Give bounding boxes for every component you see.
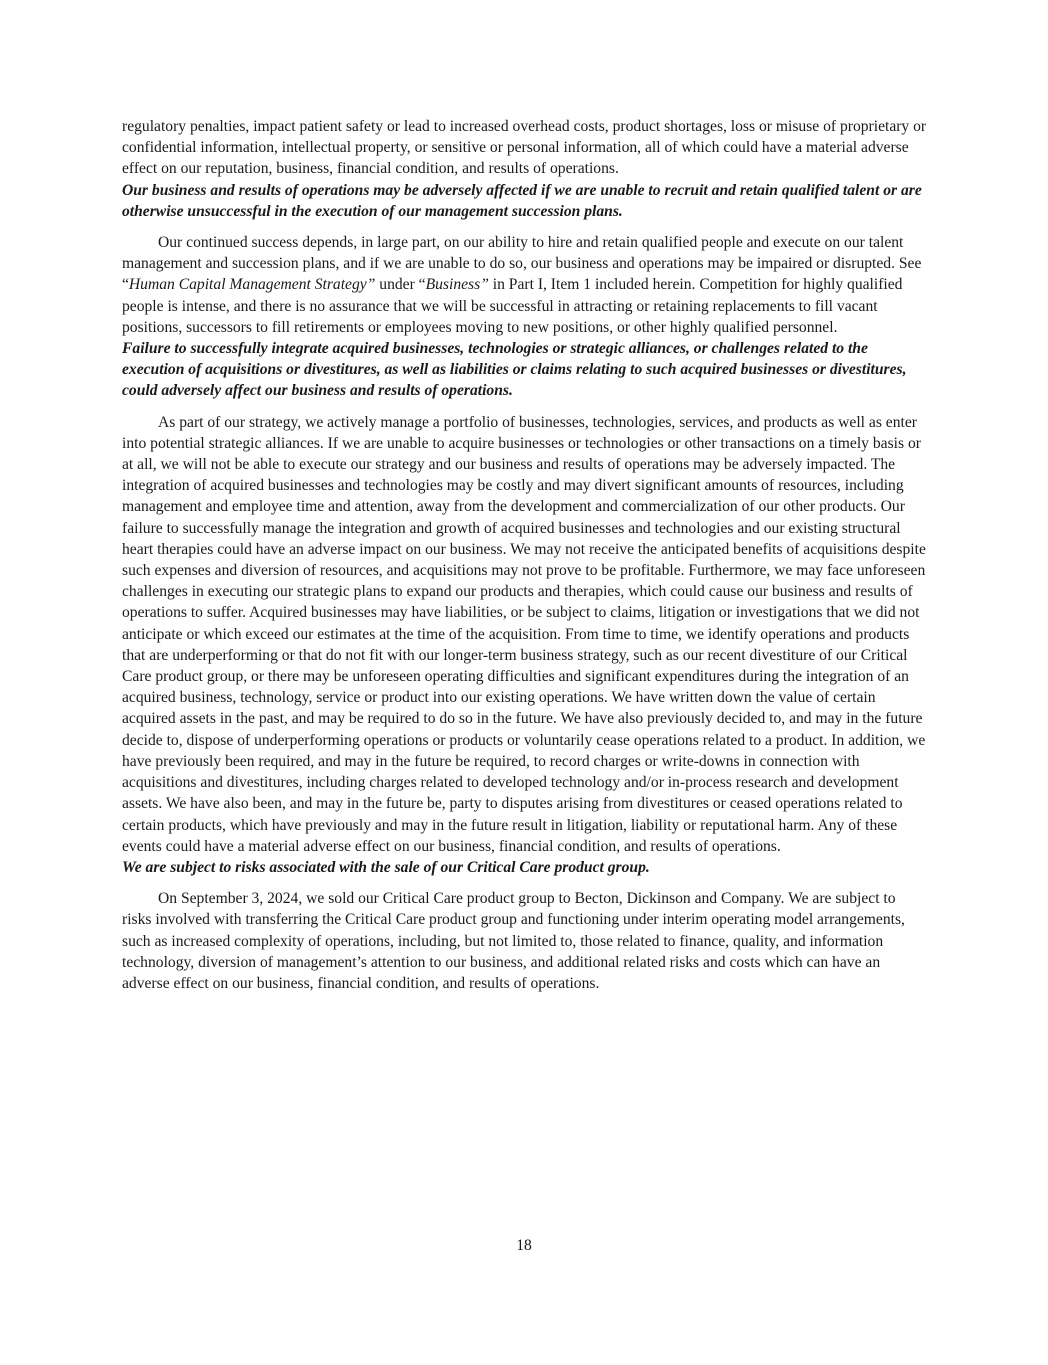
- risk-heading-critical-care: We are subject to risks associated with the sale of our Critical Care product group.: [122, 858, 650, 876]
- talent-ref-business: Business”: [425, 276, 489, 294]
- risk-body-talent: [122, 232, 927, 338]
- talent-text-1: Our continued success depends, in large part, on our ability to hire and retain qualified people and execute on our talent management and succession plans, and if we are unable to do so, our business and operations may be impaired or disrupted. See “: [122, 234, 922, 294]
- document-page: [122, 116, 927, 994]
- talent-text-2: under “: [375, 276, 426, 294]
- risk-heading-acquisitions: Failure to successfully integrate acquired businesses, technologies or strategic alliances, or challenges related to the execution of acquisitions or divestitures, as well as liabilities or claims relating to such acquired businesses or divestitures, could adversely affect our business and results of operations.: [122, 340, 907, 400]
- continued-paragraph: regulatory penalties, impact patient safety or lead to increased overhead costs, product shortages, loss or misuse of proprietary or confidential information, intellectual property, or sensitive or personal information, all of which could have a material adverse effect on our reputation, business, financial condition, and results of operations.: [122, 118, 927, 178]
- talent-ref-human-capital: Human Capital Management Strategy”: [128, 276, 376, 294]
- risk-body-acquisitions: As part of our strategy, we actively manage a portfolio of businesses, technologies, services, and products as well as enter into potential strategic alliances. If we are unable to acquire businesses or technologies or other transactions on a timely basis or at all, we will not be able to execute our strategy and our business and results of operations may be adversely impacted. The integration of acquired businesses and technologies may be costly and may divert significant amounts of resources, including management and employee time and attention, away from the development and commercialization of our other products. Our failure to successfully manage the integration and growth of acquired businesses and technologies and our existing structural heart therapies could have an adverse impact on our business. We may not receive the anticipated benefits of acquisitions despite such expenses and diversion of resources, and acquisitions may not prove to be profitable. Furthermore, we may face unforeseen challenges in executing our strategic plans to expand our products and therapies, which could cause our business and results of operations to suffer. Acquired businesses may have liabilities, or be subject to claims, litigation or investigations that we did not anticipate or which exceed our estimates at the time of the acquisition. From time to time, we identify operations and products that are underperforming or that do not fit with our longer-term business strategy, such as our recent divestiture of our Critical Care product group, or there may be unforeseen operating difficulties and significant expenditures during the integration of an acquired business, technology, service or product into our existing operations. We have written down the value of certain acquired assets in the past, and may be required to do so in the future. We have also previously decided to, and may in the future decide to, dispose of underperforming operations or products or voluntarily cease operations related to a product. In addition, we have previously been required, and may in the future be required, to record charges or write-downs in connection with acquisitions and divestitures, including charges related to developed technology and/or in-process research and development assets. We have also been, and may in the future be, party to disputes arising from divestitures or ceased operations related to certain products, which have previously and may in the future result in litigation, liability or reputational harm. Any of these events could have a material adverse effect on our business, financial condition, and results of operations.: [122, 413, 926, 855]
- page-number: 18: [516, 1237, 532, 1254]
- talent-text-3: in Part I, Item 1 included herein. Competition for highly qualified people is intense, and there is no assurance that we will be successful in attracting or retaining replacements to fill vacant positions, successors to fill retirements or employees moving to new positions, or other highly qualified personnel.: [122, 276, 903, 336]
- risk-body-critical-care: On September 3, 2024, we sold our Critical Care product group to Becton, Dickinson and Company. We are subject to risks involved with transferring the Critical Care product group and functioning under interim operating model arrangements, such as increased complexity of operations, including, but not limited to, those related to finance, quality, and information technology, diversion of management’s attention to our business, and additional related risks and costs which can have an adverse effect on our business, financial condition, and results of operations.: [122, 890, 905, 992]
- risk-heading-talent: Our business and results of operations may be adversely affected if we are unable to recruit and retain qualified talent or are otherwise unsuccessful in the execution of our management succession plans.: [122, 181, 922, 220]
